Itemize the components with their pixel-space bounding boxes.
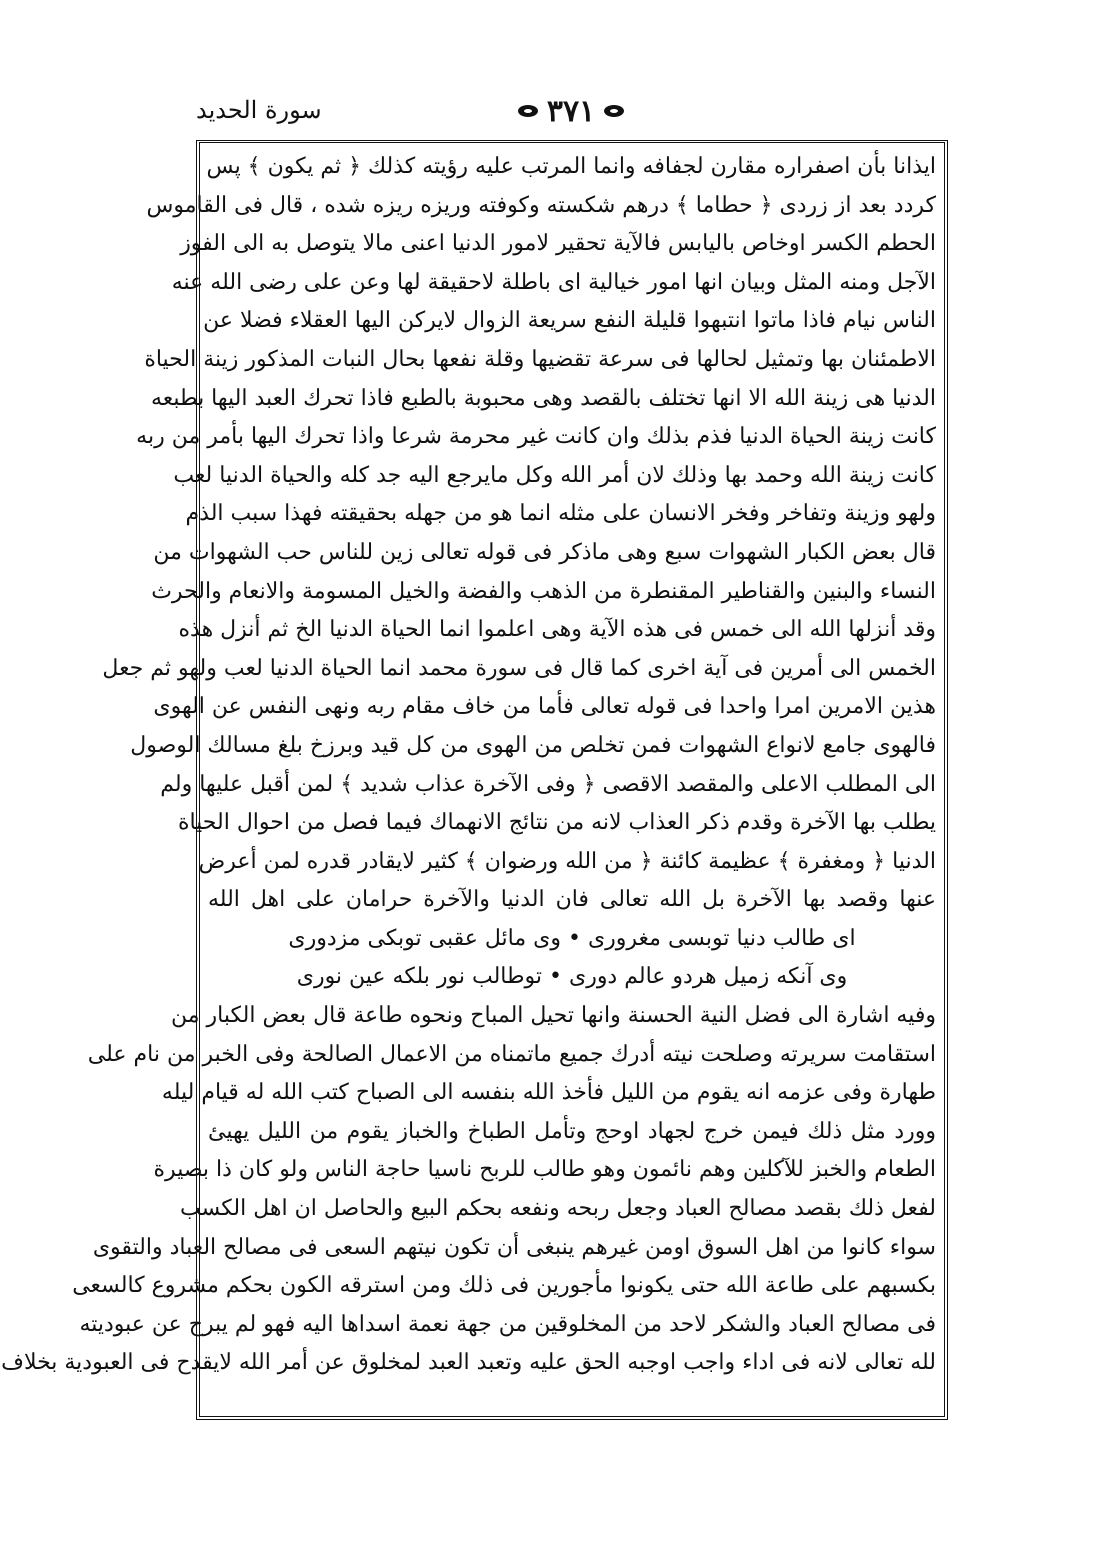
text-line: فى مصالح العباد والشكر لاحد من المخلوقين من جهة نعمة اسداها اليه فهو لم يبرح عن عبوديته bbox=[79, 1311, 936, 1337]
text-line: ولهو وزينة وتفاخر وفخر الانسان على مثله انما هو من جهله بحقيقته فهذا سبب الذم bbox=[185, 501, 936, 527]
text-line: كانت زينة الله وحمد بها وذلك لان أمر الله وكل مايرجع اليه جد كله والحياة الدنيا لعب bbox=[173, 462, 936, 488]
text-line: هذين الامرين امرا واحدا فى قوله تعالى فأما من خاف مقام ربه ونهى النفس عن الهوى bbox=[153, 694, 936, 720]
text-line: الاطمئنان بها وتمثيل لحالها فى سرعة تقضيها وقلة نفعها بحال النبات المذكور زينة الحياة bbox=[144, 346, 936, 372]
verse-line: اى طالب دنيا توبسى مغرورى • وى مائل عقبى توبكى مزدورى bbox=[288, 925, 856, 951]
text-line: سواء كانوا من اهل السوق اومن غيرهم ينبغى أن تكون نيتهم السعى فى مصالح العباد والتقوى bbox=[92, 1234, 936, 1260]
page-number-block bbox=[496, 90, 646, 132]
page-body bbox=[1, 148, 936, 1383]
text-line: الناس نيام فاذا ماتوا انتبهوا قليلة النفع سريعة الزوال لايركن اليها العقلاء فضلا عن bbox=[203, 308, 936, 334]
text-line: النساء والبنين والقناطير المقنطرة من الذهب والفضة والخيل المسومة والانعام والحرث bbox=[151, 578, 936, 604]
text-line: طهارة وفى عزمه انه يقوم من الليل فأخذ الله بنفسه الى الصباح كتب الله له قيام ليله bbox=[161, 1080, 936, 1106]
right-ornament-icon bbox=[601, 102, 627, 120]
text-line: استقامت سريرته وصلحت نيته أدرك جميع ماتمناه من الاعمال الصالحة وفى الخبر من نام على bbox=[87, 1041, 936, 1067]
text-line: كردد بعد از زردى ﴿ حطاما ﴾ درهم شكسته وكوفته وريزه ريزه شده ، قال فى القاموس bbox=[146, 192, 936, 218]
text-line: الطعام والخبز للآكلين وهم نائمون وهو طالب للربح ناسيا حاجة الناس ولو كان ذا بصيرة bbox=[153, 1157, 936, 1183]
text-line: كانت زينة الحياة الدنيا فذم بذلك وان كانت غير محرمة شرعا واذا تحرك اليها بأمر من ربه bbox=[136, 424, 936, 450]
text-line: لفعل ذلك بقصد مصالح العباد وجعل ربحه ونفعه بحكم البيع والحاصل ان اهل الكسب bbox=[180, 1196, 936, 1222]
text-line: ايذانا بأن اصفراره مقارن لجفافه وانما المرتب عليه رؤيته كذلك ﴿ ثم يكون ﴾ پس bbox=[206, 154, 936, 179]
text-line: الدنيا ﴿ ومغفرة ﴾ عظيمة كائنة ﴿ من الله ورضوان ﴾ كثير لايقادر قدره لمن أعرض bbox=[198, 848, 936, 874]
text-line: الدنيا هى زينة الله الا انها تختلف بالقصد وهى محبوبة بالطبع فاذا تحرك العبد اليها بطبعه bbox=[150, 385, 936, 411]
text-line: عنها وقصد بها الآخرة بل الله تعالى فان الدنيا والآخرة حرامان على اهل الله bbox=[208, 887, 936, 913]
text-line: وورد مثل ذلك فيمن خرج لجهاد اوحج وتأمل الطباخ والخباز يقوم من الليل يهيئ bbox=[208, 1118, 936, 1144]
text-line: قال بعض الكبار الشهوات سبع وهى ماذكر فى قوله تعالى زين للناس حب الشهوات من bbox=[153, 539, 936, 565]
verse-line: وى آنكه زميل هردو عالم دورى • توطالب نور بلكه عين نورى bbox=[296, 964, 848, 990]
text-line: يطلب بها الآخرة وقدم ذكر العذاب لانه من نتائج الانهماك فيما فصل من احوال الحياة bbox=[177, 810, 936, 836]
text-line: الحطم الكسر اوخاص باليابس فالآية تحقير لامور الدنيا اعنى مالا يتوصل به الى الفوز bbox=[180, 231, 936, 257]
left-ornament-icon bbox=[515, 102, 541, 120]
text-line: الآجل ومنه المثل وبيان انها امور خيالية اى باطلة لاحقيقة لها وعن على رضى الله عنه bbox=[171, 269, 936, 295]
text-line: بكسبهم على طاعة الله حتى يكونوا مأجورين فى ذلك ومن استرقه الكون بحكم مشروع كالسعى bbox=[72, 1273, 936, 1299]
text-line: الى المطلب الاعلى والمقصد الاقصى ﴿ وفى الآخرة عذاب شديد ﴾ لمن أقبل عليها ولم bbox=[160, 771, 936, 797]
surah-title: سورة الحديد bbox=[196, 96, 322, 124]
text-line: وقد أنزلها الله الى خمس فى هذه الآية وهى اعلموا انما الحياة الدنيا الخ ثم أنزل هذه bbox=[178, 617, 936, 643]
persian-verse bbox=[208, 920, 936, 997]
text-line: لله تعالى لانه فى اداء واجب اوجبه الحق عليه وتعبد العبد لمخلوق عن أمر الله لايقدح فى العبودية بخلاف bbox=[1, 1350, 936, 1376]
text-line: فالهوى جامع لانواع الشهوات فمن تخلص من الهوى من كل قيد وبرزخ بلغ مسالك الوصول bbox=[130, 732, 936, 758]
running-head bbox=[196, 86, 948, 140]
text-line: وفيه اشارة الى فضل النية الحسنة وانها تحيل المباح ونحوه طاعة قال بعض الكبار من bbox=[171, 1003, 936, 1029]
page-number: ٣٧١ bbox=[546, 93, 596, 129]
text-line: الخمس الى أمرين فى آية اخرى كما قال فى سورة محمد انما الحياة الدنيا لعب ولهو ثم جعل bbox=[102, 655, 936, 681]
